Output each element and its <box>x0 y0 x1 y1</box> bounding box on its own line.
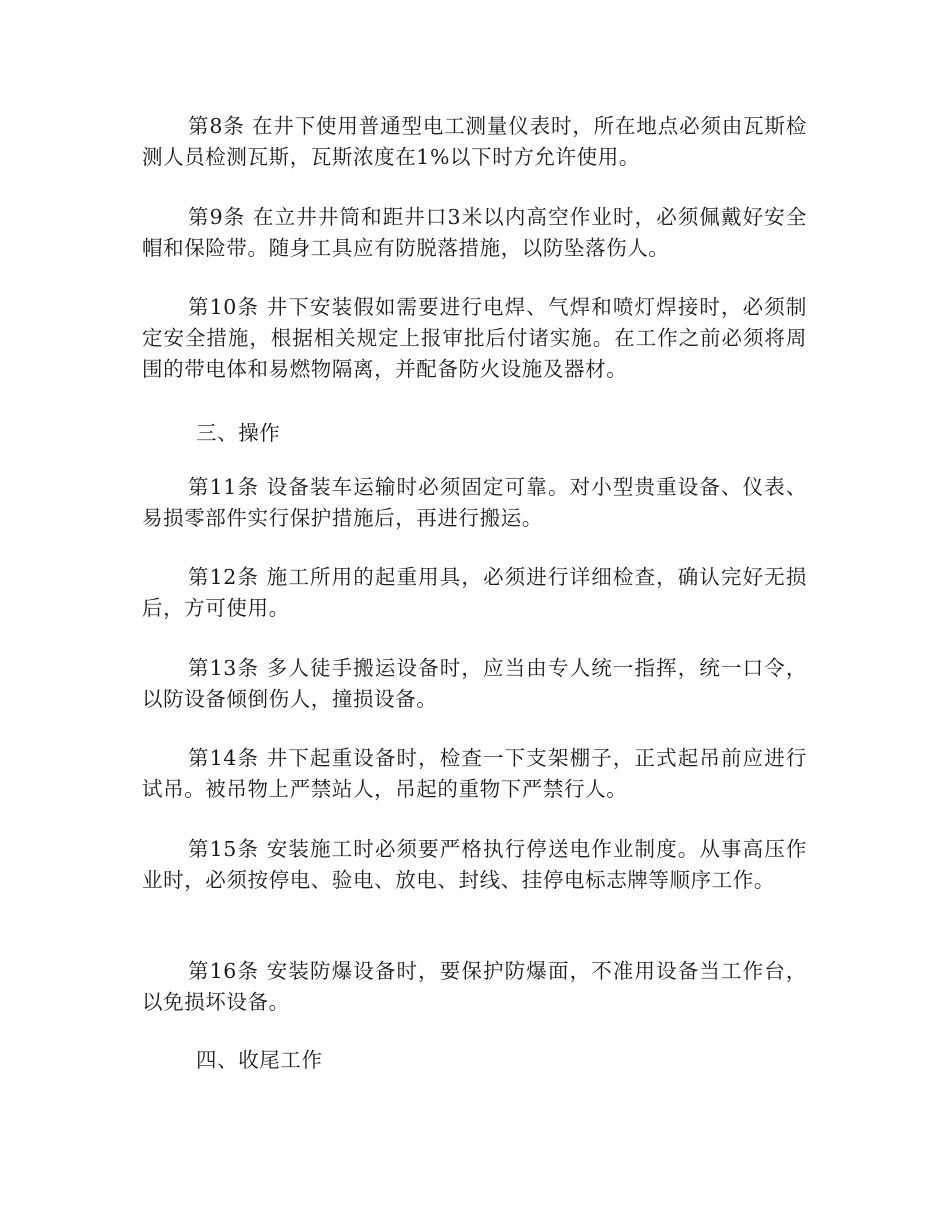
article-13-paragraph: 第13条 多人徒手搬运设备时，应当由专人统一指挥，统一口令，以防设备倾倒伤人，撞损设备。 <box>142 656 807 711</box>
article-16-paragraph: 第16条 安装防爆设备时，要保护防爆面，不准用设备当工作台，以免损坏设备。 <box>142 959 807 1014</box>
article-9-paragraph: 第9条 在立井井筒和距井口3米以内高空作业时，必须佩戴好安全帽和保险带。随身工具应有防脱落措施，以防坠落伤人。 <box>142 205 807 260</box>
section-heading-operation: 三、操作 <box>196 421 281 445</box>
article-10-paragraph: 第10条 井下安装假如需要进行电焊、气焊和喷灯焊接时，必须制定安全措施，根据相关规定上报审批后付诸实施。在工作之前必须将周围的带电体和易燃物隔离，并配备防火设施及器材。 <box>142 295 807 381</box>
section-heading-finishing-work: 四、收尾工作 <box>196 1048 323 1072</box>
article-11-paragraph: 第11条 设备装车运输时必须固定可靠。对小型贵重设备、仪表、易损零部件实行保护措施后，再进行搬运。 <box>142 475 807 530</box>
article-15-paragraph: 第15条 安装施工时必须要严格执行停送电作业制度。从事高压作业时，必须按停电、验电、放电、封线、挂停电标志牌等顺序工作。 <box>142 837 807 892</box>
article-12-paragraph: 第12条 施工所用的起重用具，必须进行详细检查，确认完好无损后，方可使用。 <box>142 565 807 620</box>
article-14-paragraph: 第14条 井下起重设备时，检查一下支架棚子，正式起吊前应进行试吊。被吊物上严禁站人，吊起的重物下严禁行人。 <box>142 746 807 801</box>
article-8-paragraph: 第8条 在井下使用普通型电工测量仪表时，所在地点必须由瓦斯检测人员检测瓦斯，瓦斯浓度在1%以下时方允许使用。 <box>142 114 807 169</box>
